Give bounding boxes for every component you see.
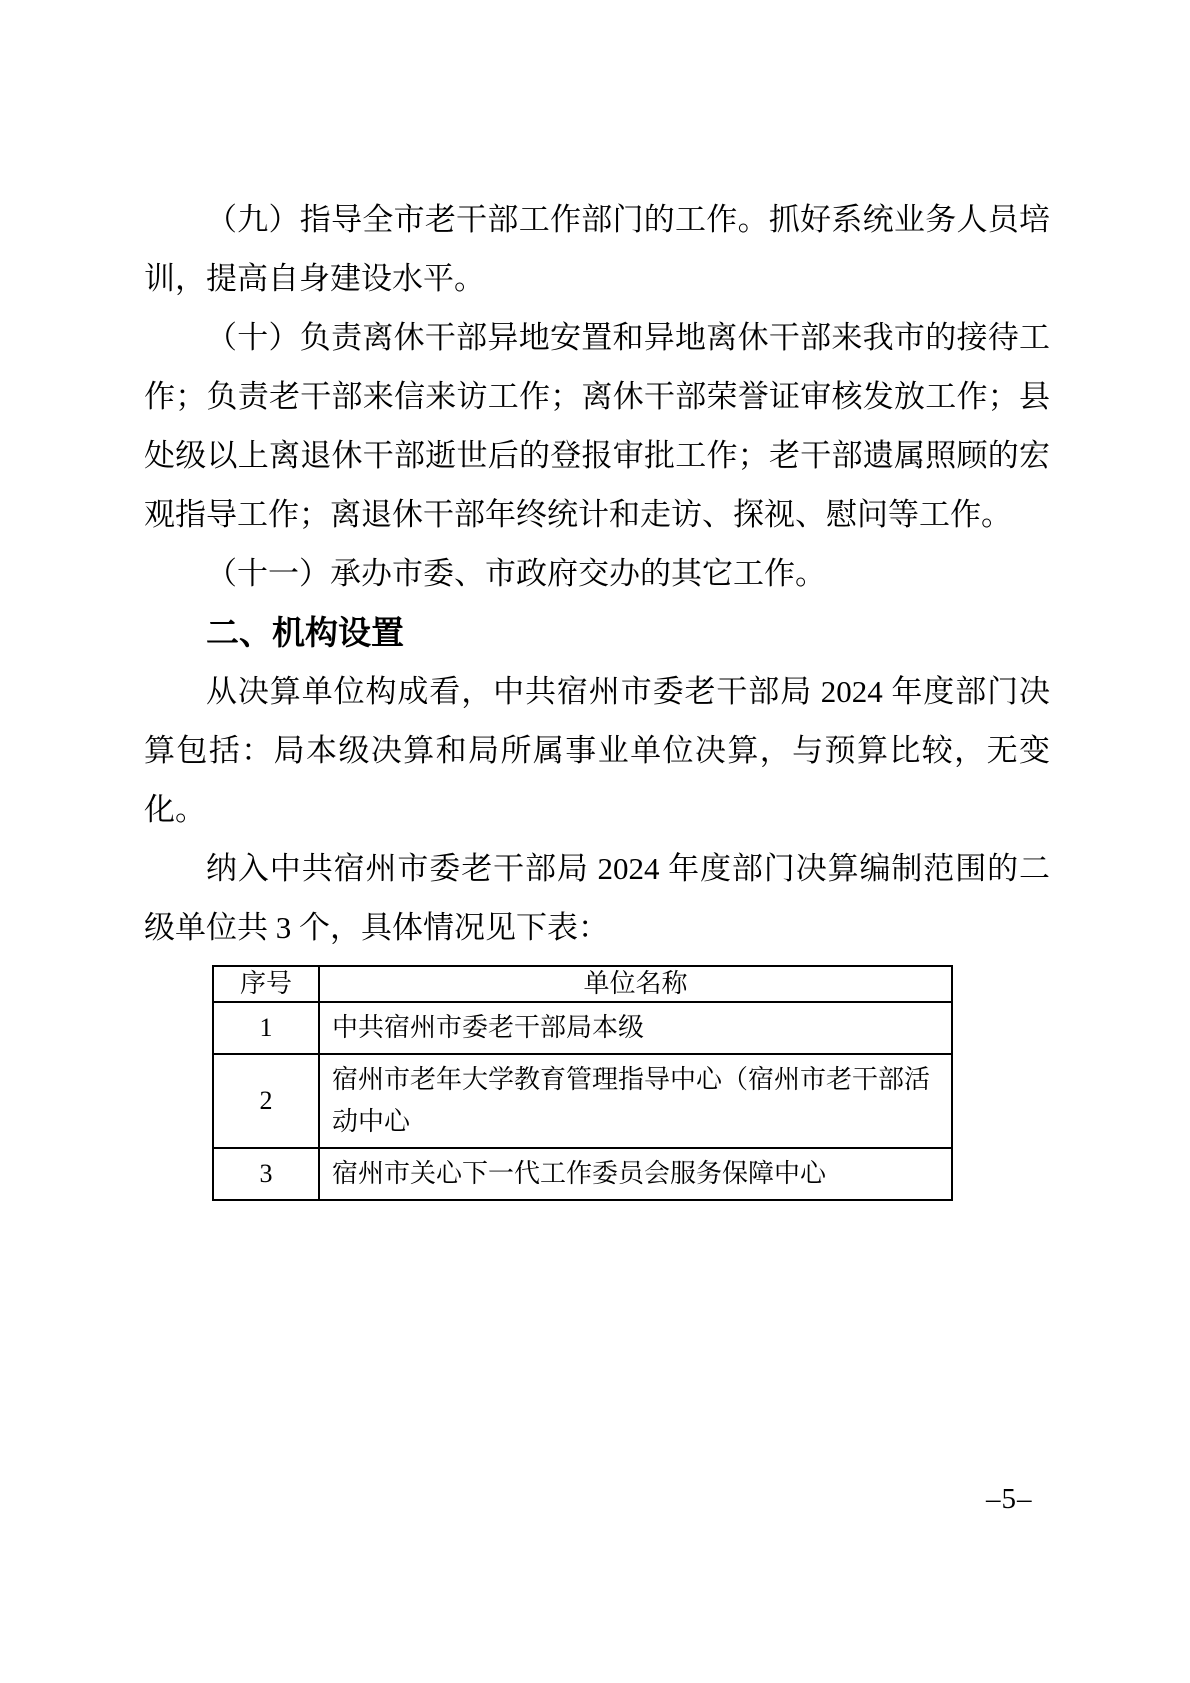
- table-header-unit-name: 单位名称: [319, 966, 952, 1002]
- secondary-units-table: [212, 965, 953, 1201]
- paragraph-final-accounts-composition: 从决算单位构成看，中共宿州市委老干部局 2024 年度部门决算包括：局本级决算和局所属事业单位决算，与预算比较，无变化。: [144, 674, 1050, 827]
- table-header-row: [213, 966, 952, 1002]
- paragraph-duty-10: （十）负责离休干部异地安置和异地离休干部来我市的接待工作；负责老干部来信来访工作；离休干部荣誉证审核发放工作；县处级以上离退休干部逝世后的登报审批工作；老干部遗属照顾的宏观指导工作；离退休干部年终统计和走访、探视、慰问等工作。: [144, 320, 1050, 532]
- table-row: [213, 1148, 952, 1200]
- serial-number-cell: 1: [213, 1002, 319, 1054]
- paragraph-duty-11: （十一）承办市委、市政府交办的其它工作。: [206, 556, 826, 591]
- document-body: [144, 190, 1050, 1201]
- page-number: –5–: [986, 1483, 1033, 1515]
- serial-number-cell: 2: [213, 1054, 319, 1148]
- table-header-serial-number: 序号: [213, 966, 319, 1002]
- paragraph-secondary-units-intro: 纳入中共宿州市委老干部局 2024 年度部门决算编制范围的二级单位共 3 个，具体情况见下表：: [144, 851, 1050, 945]
- unit-name-cell: 中共宿州市委老干部局本级: [319, 1002, 952, 1054]
- serial-number-cell: 3: [213, 1148, 319, 1200]
- table-row: [213, 1002, 952, 1054]
- unit-name-cell: 宿州市关心下一代工作委员会服务保障中心: [319, 1148, 952, 1200]
- section-heading-organization-setup: 二、机构设置: [206, 614, 405, 651]
- unit-name-cell: 宿州市老年大学教育管理指导中心（宿州市老干部活动中心: [319, 1054, 952, 1148]
- table-row: [213, 1054, 952, 1148]
- paragraph-duty-9: （九）指导全市老干部工作部门的工作。抓好系统业务人员培训，提高自身建设水平。: [144, 202, 1050, 296]
